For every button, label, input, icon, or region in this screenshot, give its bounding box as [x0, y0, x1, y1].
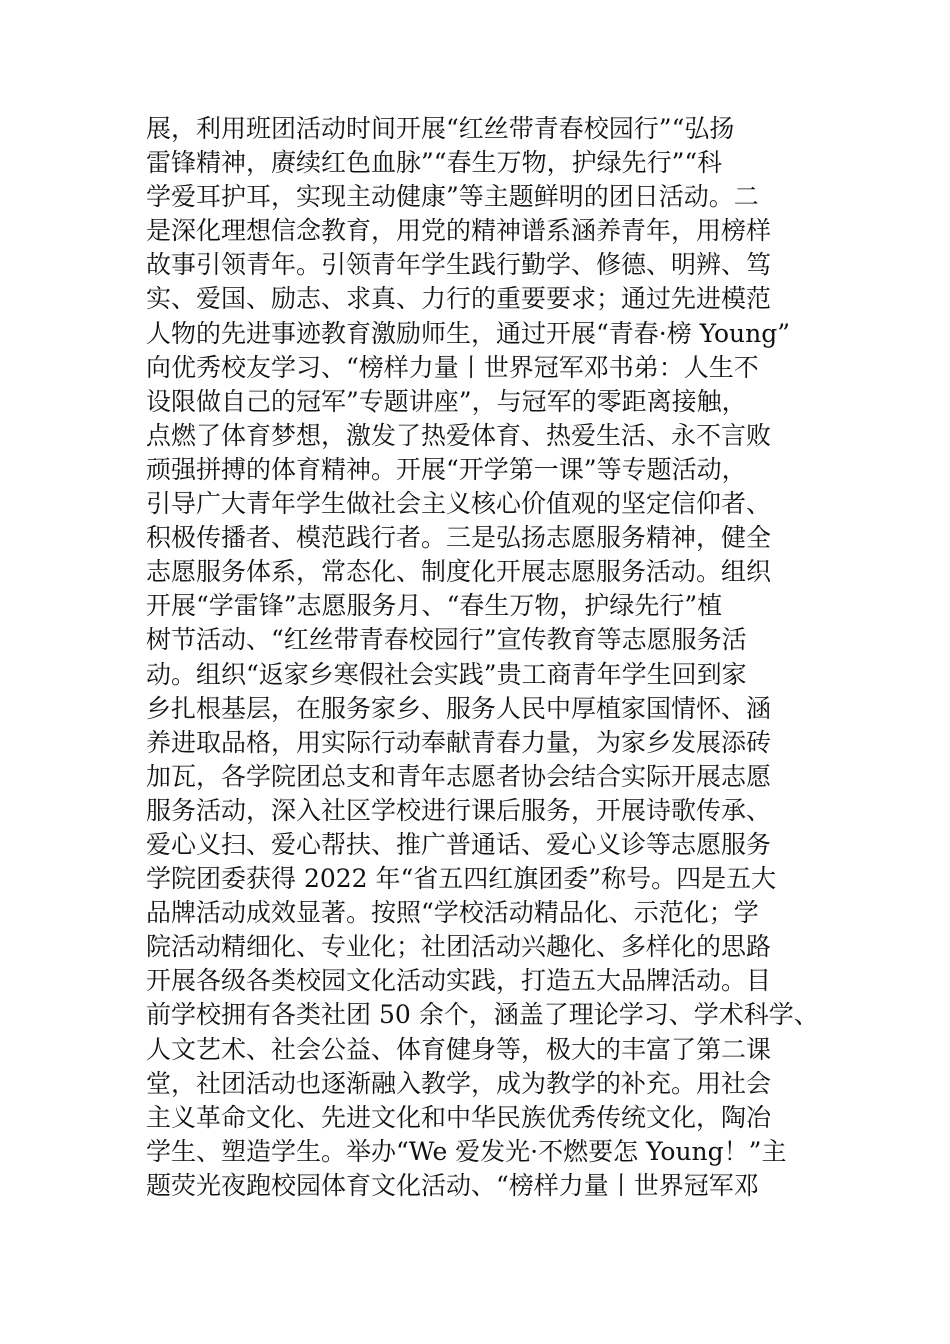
text-line: 动。组织“返家乡寒假社会实践”贵工商青年学生回到家 — [146, 659, 747, 689]
text-line: 题荧光夜跑校园体育文化活动、“榜样力量丨世界冠军邓 — [146, 1170, 759, 1200]
text-line: 人物的先进事迹教育激励师生，通过开展“青春·榜 Young” — [146, 318, 791, 348]
text-line: 故事引领青年。引领青年学生践行勤学、修德、明辨、笃 — [146, 250, 772, 280]
text-line: 爱心义扫、爱心帮扶、推广普通话、爱心义诊等志愿服务 — [146, 829, 772, 859]
text-line: 主义革命文化、先进文化和中华民族优秀传统文化，陶冶 — [146, 1102, 772, 1132]
text-line: 引导广大青年学生做社会主义核心价值观的坚定信仰者、 — [146, 489, 772, 519]
text-line: 品牌活动成效显著。按照“学校活动精品化、示范化；学 — [146, 898, 759, 928]
text-line: 实、爱国、励志、求真、力行的重要要求；通过先进模范 — [146, 284, 772, 314]
text-line: 设限做自己的冠军”专题讲座”，与冠军的零距离接触， — [146, 386, 747, 416]
text-line: 开展“学雷锋”志愿服务月、“春生万物，护绿先行”植 — [146, 591, 723, 621]
text-line: 志愿服务体系，常态化、制度化开展志愿服务活动。组织 — [146, 557, 772, 587]
text-line: 堂，社团活动也逐渐融入教学，成为教学的补充。用社会 — [146, 1068, 772, 1098]
text-line: 雷锋精神，赓续红色血脉”“春生万物，护绿先行”“科 — [146, 148, 723, 178]
text-line: 养进取品格，用实际行动奉献青春力量，为家乡发展添砖 — [146, 727, 772, 757]
text-line: 顽强拼搏的体育精神。开展“开学第一课”等专题活动， — [146, 454, 747, 484]
text-line: 前学校拥有各类社团 50 余个，涵盖了理论学习、学术科学、 — [146, 1000, 819, 1030]
body-text — [146, 112, 836, 1203]
text-line: 积极传播者、模范践行者。三是弘扬志愿服务精神，健全 — [146, 523, 772, 553]
text-line: 加瓦，各学院团总支和青年志愿者协会结合实际开展志愿 — [146, 761, 772, 791]
text-line: 开展各级各类校园文化活动实践，打造五大品牌活动。目 — [146, 966, 772, 996]
text-line: 学院团委获得 2022 年“省五四红旗团委”称号。四是五大 — [146, 864, 777, 894]
text-line: 展，利用班团活动时间开展“红丝带青春校园行”“弘扬 — [146, 114, 735, 143]
text-line: 人文艺术、社会公益、体育健身等，极大的丰富了第二课 — [146, 1034, 772, 1064]
text-line: 是深化理想信念教育，用党的精神谱系涵养青年，用榜样 — [146, 216, 772, 246]
text-line: 乡扎根基层，在服务家乡、服务人民中厚植家国情怀、涵 — [146, 693, 772, 723]
text-line: 服务活动，深入社区学校进行课后服务，开展诗歌传承、 — [146, 795, 772, 825]
text-line: 树节活动、“红丝带青春校园行”宣传教育等志愿服务活 — [146, 625, 747, 655]
text-line: 向优秀校友学习、“榜样力量丨世界冠军邓书弟：人生不 — [146, 352, 759, 382]
text-line: 学爱耳护耳，实现主动健康”等主题鲜明的团日活动。二 — [146, 182, 759, 212]
text-line: 院活动精细化、专业化；社团活动兴趣化、多样化的思路 — [146, 932, 772, 962]
text-line: 学生、塑造学生。举办“We 爱发光·不燃要怎 Young！”主 — [146, 1136, 787, 1166]
text-line: 点燃了体育梦想，激发了热爱体育、热爱生活、永不言败 — [146, 420, 772, 450]
